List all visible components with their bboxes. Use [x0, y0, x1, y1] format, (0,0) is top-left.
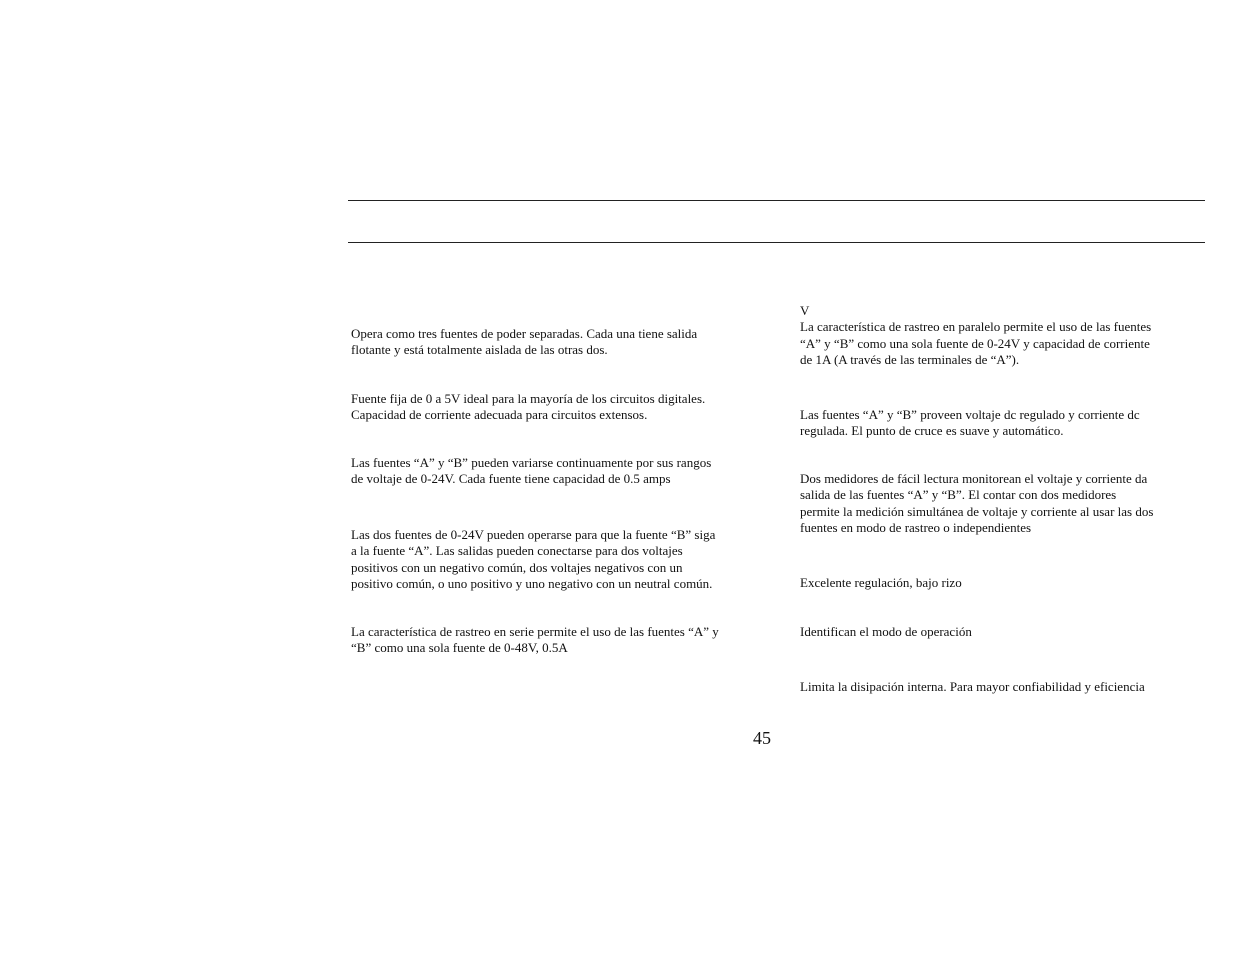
page-number: 45	[753, 728, 771, 748]
feature-fixed-5v-source: Fuente fija de 0 a 5V ideal para la mayoría de los circuitos digitales. Capacidad de corriente adecuada para circuitos extensos.	[351, 391, 706, 423]
feature-independent-sources: Opera como tres fuentes de poder separadas. Cada una tiene salida flotante y está totalmente aislada de las otras dos.	[351, 326, 698, 358]
feature-series-tracking: La característica de rastreo en serie permite el uso de las fuentes “A” y “B” como una sola fuente de 0-48V, 0.5A	[351, 624, 719, 656]
feature-tracking-operation: Las dos fuentes de 0-24V pueden operarse para que la fuente “B” siga a la fuente “A”. Las salidas pueden conectarse para dos voltajes positivos con un negativo común, dos voltajes negativos con un positivo común, o uno positivo y uno negativo con un neutral común.	[351, 527, 716, 591]
feature-mode-indicators: Identifican el modo de operación	[800, 624, 972, 639]
feature-regulated-output: Las fuentes “A” y “B” proveen voltaje dc regulado y corriente dc regulada. El punto de cruce es suave y automático.	[800, 407, 1140, 439]
feature-parallel-tracking: V La característica de rastreo en paralelo permite el uso de las fuentes “A” y “B” como una sola fuente de 0-24V y capacidad de corriente de 1A (A través de las terminales de “A”).	[800, 303, 1152, 367]
header-rule-top	[348, 200, 1205, 201]
header-rule-bottom	[348, 242, 1205, 243]
feature-dissipation-limit: Limita la disipación interna. Para mayor confiabilidad y eficiencia	[800, 679, 1145, 694]
feature-variable-sources: Las fuentes “A” y “B” pueden variarse continuamente por sus rangos de voltaje de 0-24V. Cada fuente tiene capacidad de 0.5 amps	[351, 455, 712, 487]
feature-regulation-ripple: Excelente regulación, bajo rizo	[800, 575, 962, 590]
feature-dual-meters: Dos medidores de fácil lectura monitorean el voltaje y corriente da salida de las fuentes “A” y “B”. El contar con dos medidores permite la medición simultánea de voltaje y corriente al usar las dos fuentes en modo de rastreo o independientes	[800, 471, 1154, 535]
